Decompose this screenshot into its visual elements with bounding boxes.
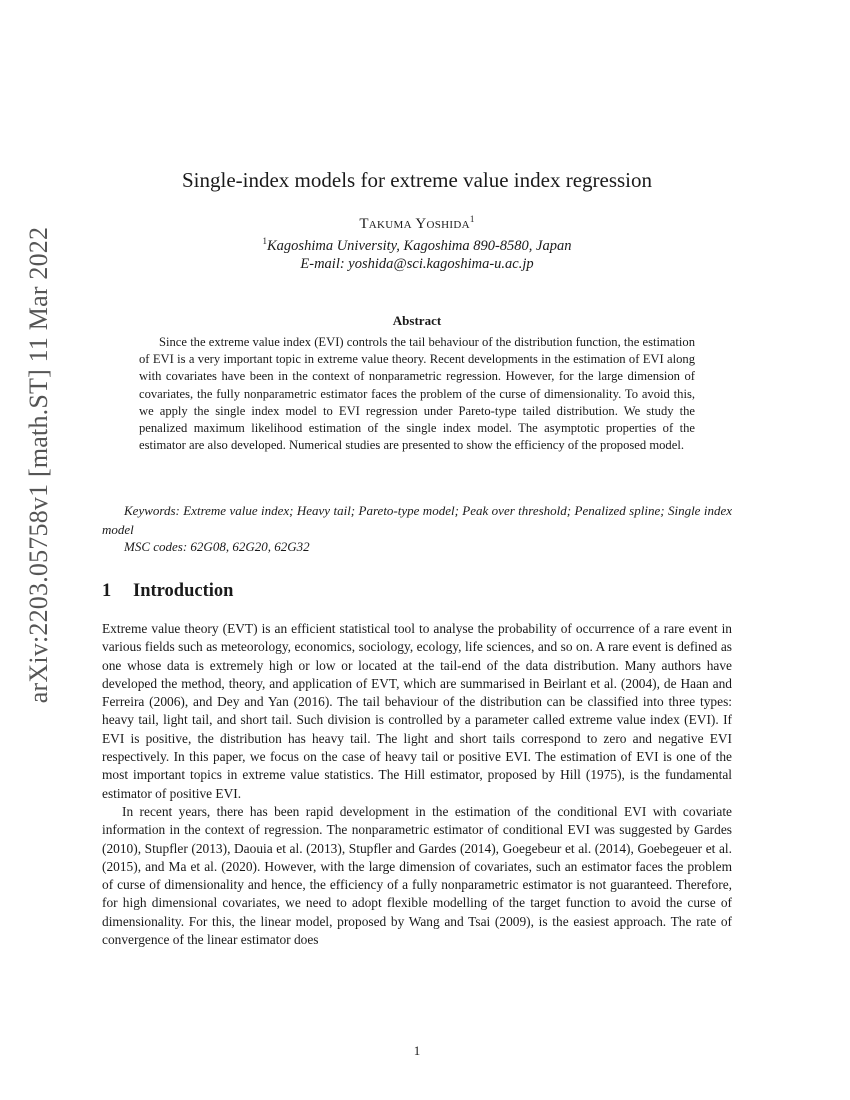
paper-title: Single-index models for extreme value index regression bbox=[181, 168, 653, 192]
author-name: Takuma Yoshida bbox=[359, 216, 470, 232]
arxiv-identifier-text: arXiv:2203.05758v1 [math.ST] 11 Mar 2022 bbox=[24, 226, 54, 704]
keywords-line: Keywords: Extreme value index; Heavy tail; Pareto-type model; Peak over threshold; Penalized spline; Single index model bbox=[102, 503, 732, 537]
affiliation-text: Kagoshima University, Kagoshima 890-8580, Japan bbox=[267, 237, 572, 254]
affiliation-mark: 1 bbox=[262, 236, 267, 246]
author-affiliation-mark: 1 bbox=[469, 214, 475, 224]
body-paragraph: In recent years, there has been rapid development in the estimation of the conditional EVI with covariate information in the context of regression. The nonparametric estimator of conditional EVI was suggested by Gardes (2010), Stupfler (2013), Daouia et al. (2013), Stupfler and Gardes (2014), Goegebeur et al. (2014), Goebegeuer et al. (2015), and Ma et al. (2020). However, with the large dimension of covariates, such an estimator faces the problem of curse of dimensionality and hence, the efficiency of a fully nonparametric estimator is not guaranteed. Therefore, for high dimensional covariates, we need to adopt flexible modelling of the target function to avoid the curse of dimensionality. For this, the linear model, proposed by Wang and Tsai (2009), is the easiest approach. The rate of convergence of the linear estimator does bbox=[102, 803, 732, 948]
affiliation-line bbox=[102, 236, 732, 255]
body-paragraph: Extreme value theory (EVT) is an efficient statistical tool to analyse the probability of occurrence of a rare event in various fields such as meteorology, economics, sociology, ecology, life sciences, and so on. A rare event is defined as one whose data is extremely high or low or located at the tail-end of the data distribution. Many authors have developed the method, theory, and application of EVT, which are summarised in Beirlant et al. (2004), de Haan and Ferreira (2006), and Dey and Yan (2016). The tail behaviour of the distribution can be classified into three types: heavy tail, light tail, and short tail. Such division is controlled by a parameter called extreme value index (EVI). If EVI is positive, the distribution has heavy tail. The light and short tails correspond to zero and negative EVI respectively. In this paper, we focus on the case of heavy tail or positive EVI. The estimation of EVI is one of the most important topics in extreme value statistics. The Hill estimator, proposed by Hill (1975), is the fundamental estimator of positive EVI. bbox=[102, 621, 732, 801]
page-number: 1 bbox=[413, 1043, 421, 1058]
author-line bbox=[102, 214, 732, 233]
abstract-heading: Abstract bbox=[392, 313, 442, 328]
section-heading-introduction bbox=[102, 581, 233, 602]
section-title: Introduction bbox=[133, 581, 234, 601]
msc-codes-line: MSC codes: 62G08, 62G20, 62G32 bbox=[124, 539, 310, 554]
abstract-text: Since the extreme value index (EVI) controls the tail behaviour of the distribution function, the estimation of EVI is a very important topic in extreme value theory. Recent developments in the estimation of EVI along with covariates have been in the context of nonparametric regression. However, for the large dimension of covariates, the fully nonparametric estimator faces the problem of the curse of dimensionality. To avoid this, we apply the single index model to EVI regression under Pareto-type tailed distribution. We study the penalized maximum likelihood estimation of the single index model. The asymptotic properties of the estimator are also developed. Numerical studies are presented to show the efficiency of the proposed model. bbox=[139, 335, 695, 453]
introduction-body bbox=[102, 620, 732, 949]
arxiv-identifier-stamp bbox=[12, 226, 67, 704]
author-email: E-mail: yoshida@sci.kagoshima-u.ac.jp bbox=[300, 256, 534, 272]
section-number: 1 bbox=[102, 581, 112, 601]
